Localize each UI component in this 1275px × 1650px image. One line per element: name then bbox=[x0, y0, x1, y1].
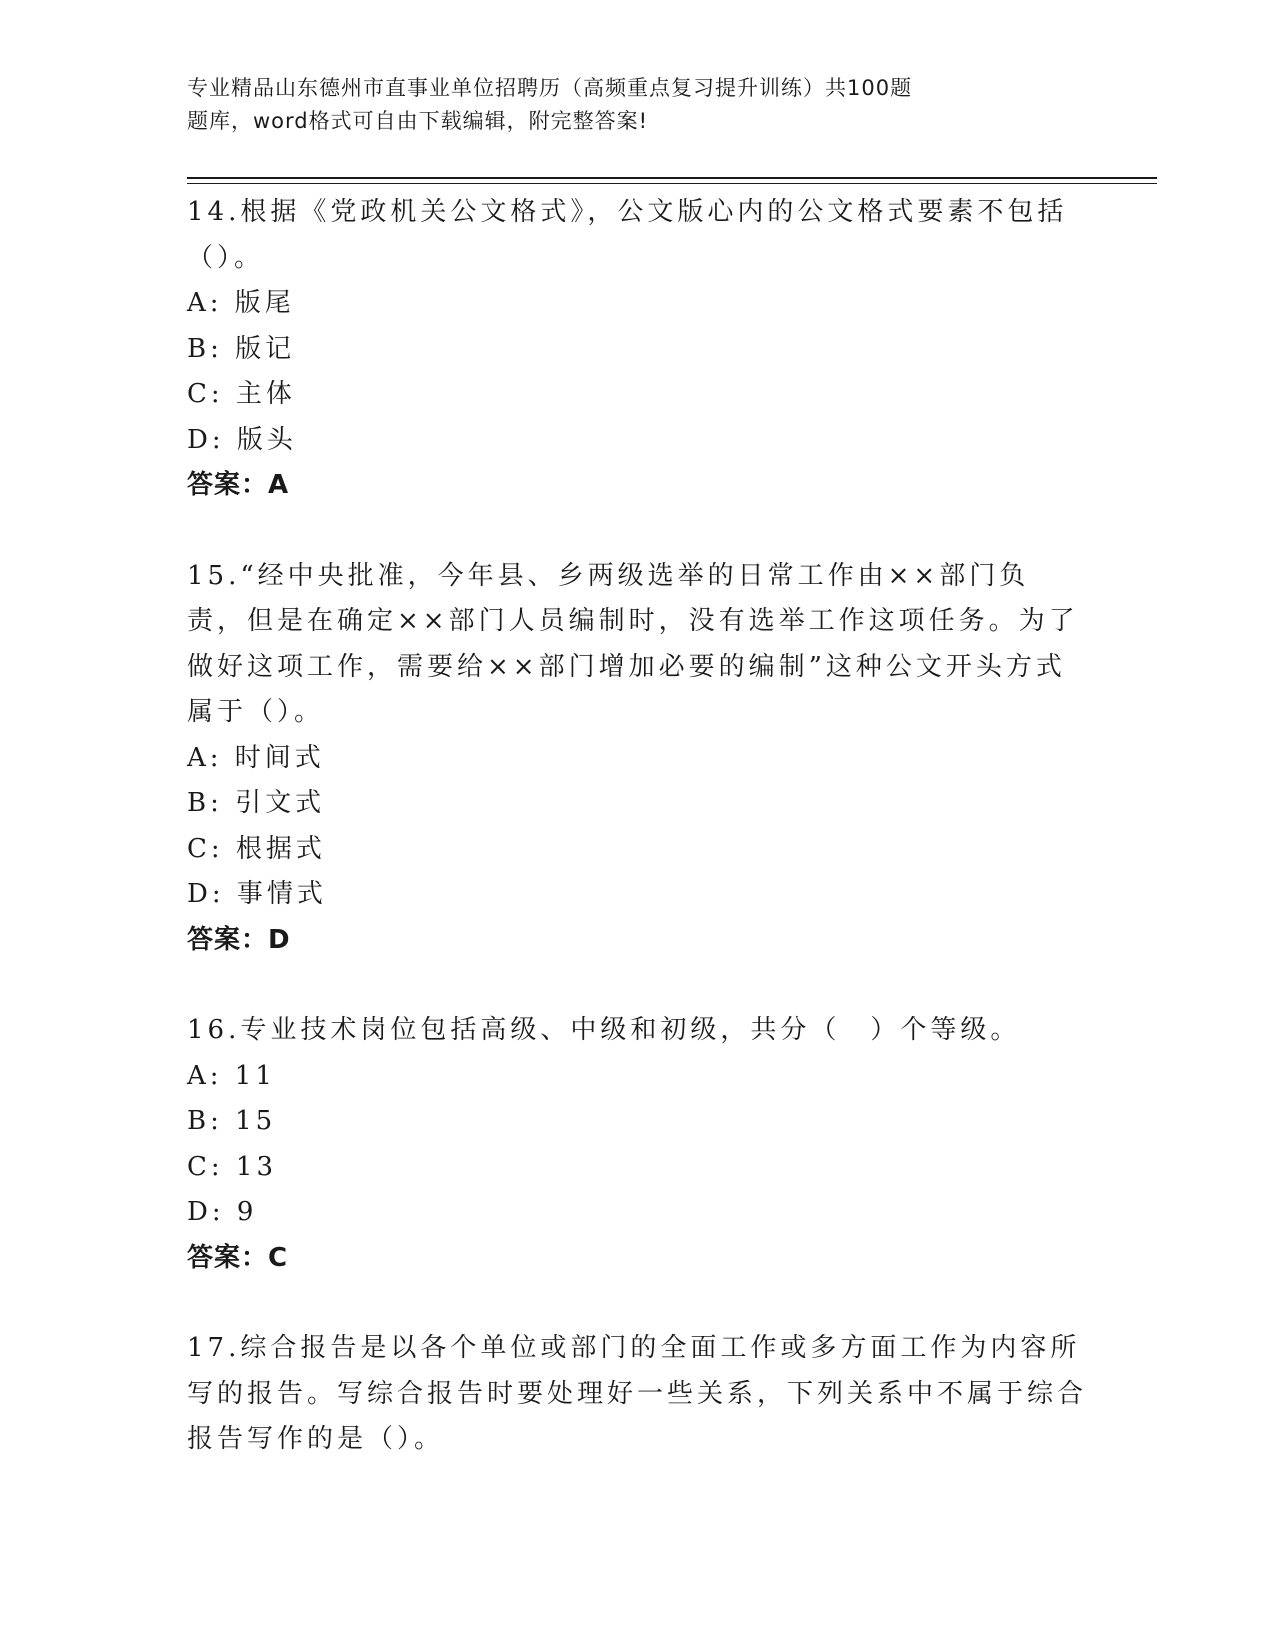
option-d: D: 版头 bbox=[187, 424, 297, 455]
header-title-line-1: 专业精品山东德州市直事业单位招聘历（高频重点复习提升训练）共100题 bbox=[187, 76, 913, 100]
option-b: B: 引文式 bbox=[187, 788, 326, 818]
answer-label: 答案：C bbox=[187, 1242, 289, 1273]
option-c: C: 根据式 bbox=[187, 833, 326, 864]
spacer bbox=[187, 509, 1087, 554]
option-c: C: 13 bbox=[187, 1151, 278, 1182]
header-title-line-2: 题库，word格式可自由下载编辑，附完整答案! bbox=[187, 109, 649, 133]
document-header bbox=[187, 72, 1067, 138]
header-divider bbox=[187, 177, 1157, 179]
option-b: B: 15 bbox=[187, 1106, 277, 1136]
question-text: 15.“经中央批准，今年县、乡两级选举的日常工作由××部门负责，但是在确定××部门人员编制时，没有选举工作这项任务。为了做好这项工作，需要给××部门增加必要的编制”这种公文开头方式属于（）。 bbox=[187, 560, 1079, 727]
option-a: A: 版尾 bbox=[187, 288, 295, 318]
header-divider-thin bbox=[187, 183, 1157, 184]
option-a: A: 时间式 bbox=[187, 742, 325, 773]
spacer bbox=[187, 1281, 1087, 1326]
question-17 bbox=[187, 1326, 1087, 1463]
question-text: 17.综合报告是以各个单位或部门的全面工作或多方面工作为内容所写的报告。写综合报告时要处理好一些关系，下列关系中不属于综合报告写作的是（）。 bbox=[187, 1333, 1088, 1454]
answer-label: 答案：D bbox=[187, 924, 291, 955]
question-15 bbox=[187, 554, 1087, 964]
option-c: C: 主体 bbox=[187, 379, 296, 409]
spacer bbox=[187, 963, 1087, 1008]
question-14 bbox=[187, 190, 1087, 509]
option-a: A: 11 bbox=[187, 1060, 276, 1091]
question-list bbox=[187, 190, 1087, 1463]
answer-label: 答案：A bbox=[187, 470, 290, 500]
option-d: D: 事情式 bbox=[187, 879, 327, 909]
question-16 bbox=[187, 1008, 1087, 1281]
option-d: D: 9 bbox=[187, 1197, 258, 1227]
option-b: B: 版记 bbox=[187, 333, 296, 364]
question-text: 16.专业技术岗位包括高级、中级和初级，共分（ ）个等级。 bbox=[187, 1015, 1021, 1045]
question-text: 14.根据《党政机关公文格式》，公文版心内的公文格式要素不包括（）。 bbox=[187, 197, 1068, 273]
